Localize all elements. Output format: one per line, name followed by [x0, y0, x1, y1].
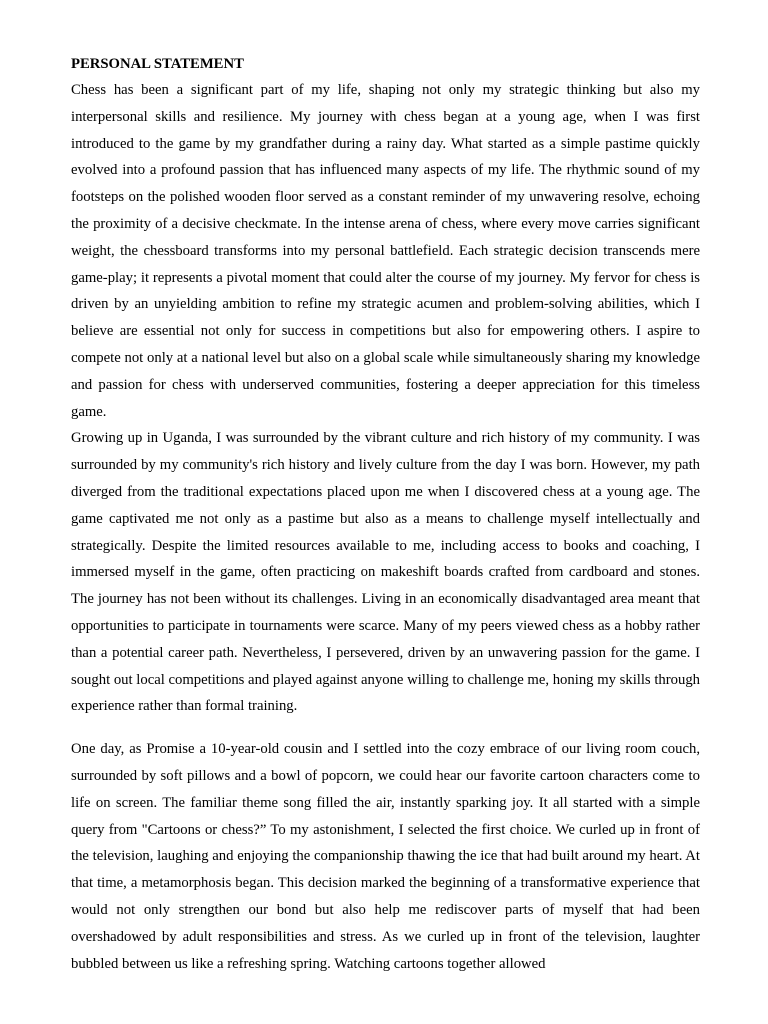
paragraph-growing-up: Growing up in Uganda, I was surrounded by the vibrant culture and rich history of my community. I was surrounded by my community's rich history and lively culture from the day I was born. However, my path diverged from the traditional expectations placed upon me when I discovered chess at a young age. The game captivated me not only as a pastime but also as a means to challenge myself intellectually and strategically. Despite the limited resources available to me, including access to books and coaching, I immersed myself in the game, often practicing on makeshift boards crafted from cardboard and stones. The journey has not been without its challenges. Living in an economically disadvantaged area meant that opportunities to participate in tournaments were scarce. Many of my peers viewed chess as a hobby rather than a potential career path. Nevertheless, I persevered, driven by an unwavering passion for the game. I sought out local competitions and played against anyone willing to challenge me, honing my skills through experience rather than formal training.: [71, 430, 701, 715]
document-heading: PERSONAL STATEMENT: [71, 56, 244, 72]
paragraph-cartoons: One day, as Promise a 10-year-old cousin and I settled into the cozy embrace of our living room couch, surrounded by soft pillows and a bowl of popcorn, we could hear our favorite cartoon characters come to life on screen. The familiar theme song filled the air, instantly sparking joy. It all started with a simple query from "Cartoons or chess?” To my astonishment, I selected the first choice. We curled up in front of the television, laughing and enjoying the companionship thawing the ice that had built around my heart. At that time, a metamorphosis began. This decision marked the beginning of a transformative experience that would not only strengthen our bond but also help me rediscover parts of myself that had been overshadowed by adult responsibilities and stress. As we curled up in front of the television, laughter bubbled between us like a refreshing spring. Watching cartoons together allowed: [71, 741, 700, 972]
paragraph-chess-journey: Chess has been a significant part of my life, shaping not only my strategic thinking but also my interpersonal skills and resilience. My journey with chess began at a young age, when I was first introduced to the game by my grandfather during a rainy day. What started as a simple pastime quickly evolved into a profound passion that has influenced many aspects of my life. The rhythmic sound of my footsteps on the polished wooden floor served as a constant reminder of my unwavering resolve, echoing the proximity of a decisive checkmate. In the intense arena of chess, where every move carries significant weight, the chessboard transforms into my personal battlefield. Each strategic decision transcends mere game-play; it represents a pivotal moment that could alter the course of my journey. My fervor for chess is driven by an unyielding ambition to refine my strategic acumen and problem-solving abilities, which I believe are essential not only for success in competitions but also for empowering others. I aspire to compete not only at a national level but also on a global scale while simultaneously sharing my knowledge and passion for chess with underserved communities, fostering a deeper appreciation for this timeless game.: [71, 82, 700, 420]
document-page: [71, 51, 700, 977]
